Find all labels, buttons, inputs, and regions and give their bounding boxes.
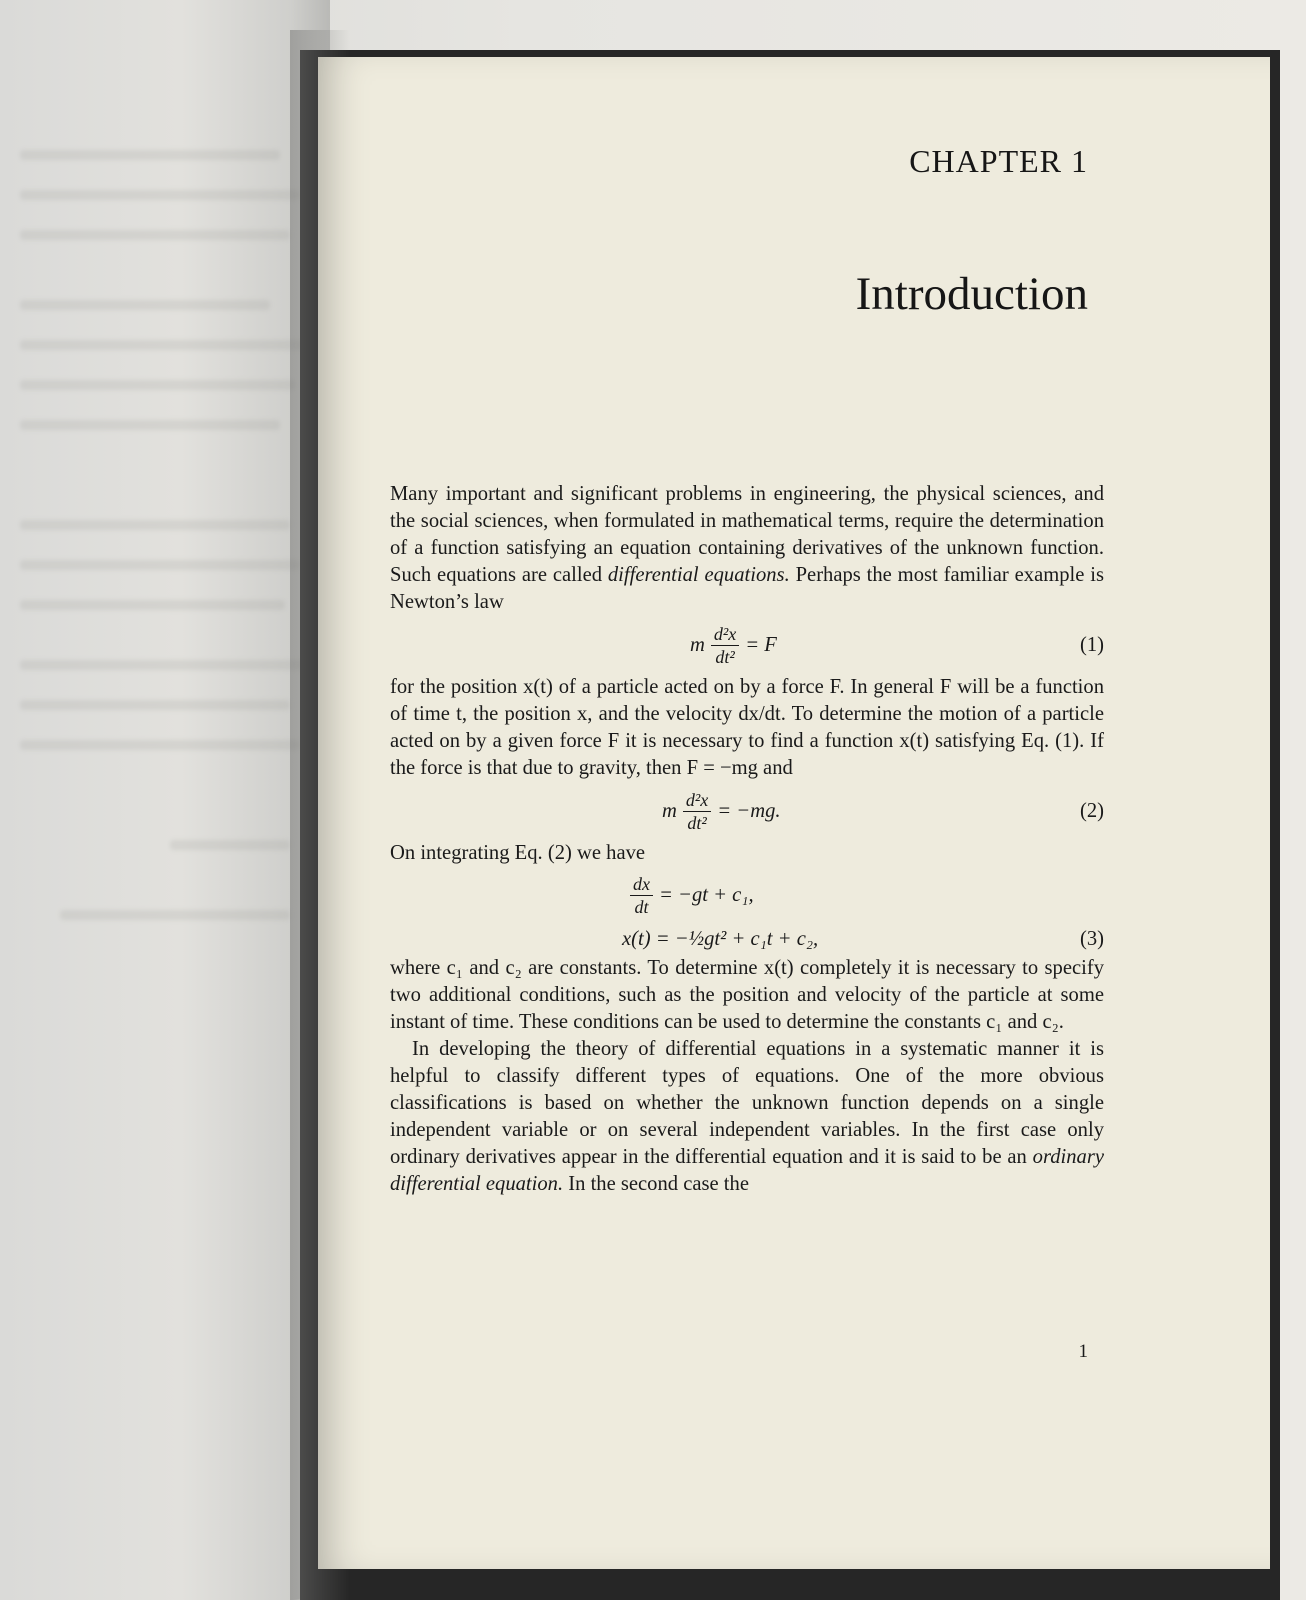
term-ordinary-differential-equation: ordinary differential equation. <box>390 1146 1104 1195</box>
equation-3b: x(t) = −½gt² + c₁t + c₂, (3) <box>390 923 1104 955</box>
body-text <box>390 481 1104 1198</box>
chapter-label: CHAPTER 1 <box>909 143 1088 179</box>
paragraph-2: for the position x(t) of a particle acted on by a force F. In general F will be a function of time t, the position x, and the velocity dx/dt. To determine the motion of a particle acted on by a given force F it is necessary to find a function x(t) satisfying Eq. (1). If the force is that due to gravity, then F = −mg and <box>390 676 1104 779</box>
chapter-title: Introduction <box>855 268 1088 320</box>
paragraph-3: On integrating Eq. (2) we have <box>390 842 646 864</box>
term-differential-equations: differential equations. <box>607 564 790 586</box>
book-page <box>318 57 1270 1569</box>
page-number: 1 <box>1078 1341 1088 1362</box>
equation-number: (1) <box>1079 634 1104 656</box>
equation-2: m $\frac{\text{d²x}}{\text{dt²}}$ = −mg. (2) <box>662 789 1104 833</box>
equation-number: (3) <box>1079 928 1104 950</box>
paragraph-5: In developing the theory of differential equations in a systematic manner it is helpful to classify different types of equations. One of the more obvious classifications is based on whether the unknown function depends on a single independent variable or on several independent variables. In the first case only ordinary derivatives appear in the differential equation and it is said to be an ordinary differential equation. In the second case the <box>390 1038 1104 1195</box>
paragraph-4: where c₁ and c₂ are constants. To determine x(t) completely it is necessary to specify two additional conditions, such as the position and velocity of the particle at some instant of time. These conditions can be used to determine the constants c₁ and c₂. <box>390 957 1104 1033</box>
paragraph-1: Many important and significant problems in engineering, the physical sciences, and the social sciences, when formulated in mathematical terms, require the determination of a function satisfying an equation containing derivatives of the unknown function. Such equations are called differential equations. Perhaps the most familiar example is Newton’s law <box>390 483 1104 613</box>
equation-1: m $\frac{\text{d²x}}{\text{dt²}}$ = F (1) <box>690 623 1104 667</box>
facing-page <box>0 0 330 1600</box>
equation-3a: $\frac{dx}{dt}$ = −gt + c₁, <box>390 867 1104 923</box>
equation-number: (2) <box>1079 800 1104 822</box>
